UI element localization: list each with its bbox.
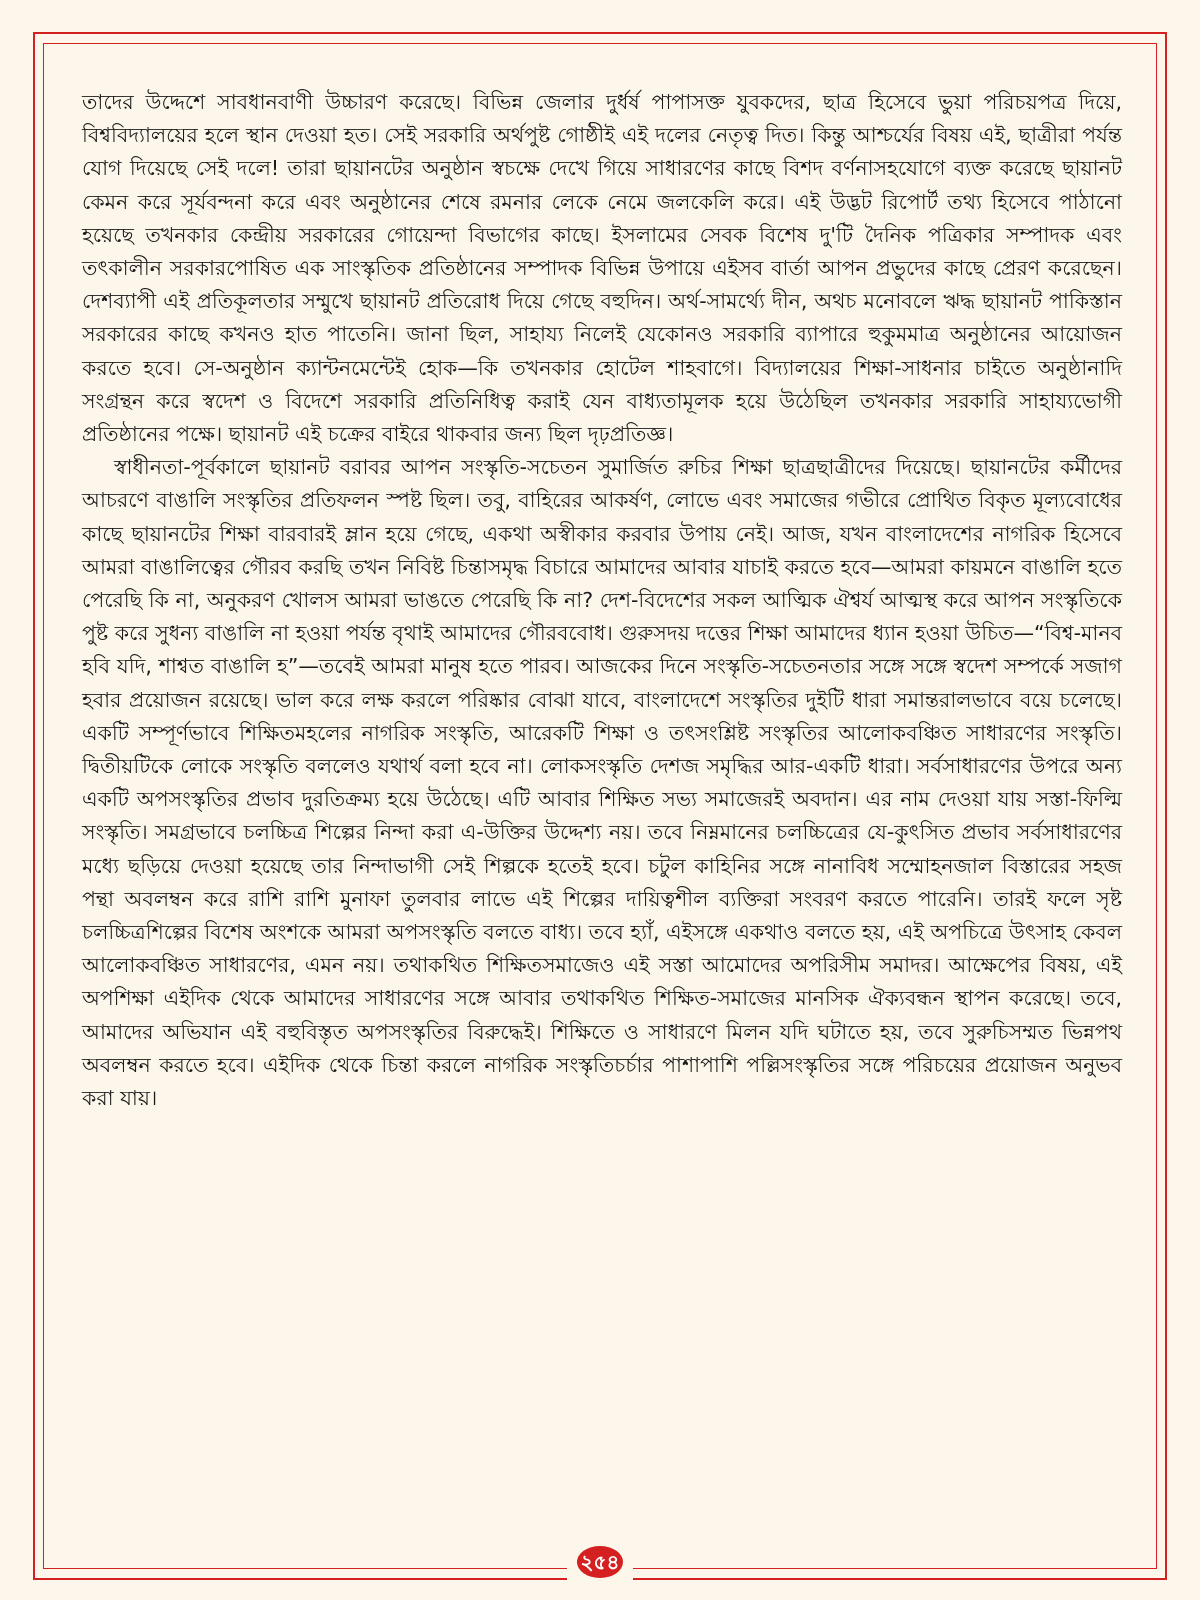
- page-number: ২৫৪: [577, 1546, 623, 1578]
- paragraph-1: তাদের উদ্দেশে সাবধানবাণী উচ্চারণ করেছে। বিভিন্ন জেলার দুর্ধর্ষ পাপাসক্ত যুবকদের, ছাত্র হিসেবে ভুয়া পরিচয়পত্র দিয়ে, বিশ্ববিদ্যালয়ের হলে স্থান দেওয়া হত। সেই সরকারি অর্থপুষ্ট গোষ্ঠীই এই দলের নেতৃত্ব দিত। কিন্তু আশ্চর্যের বিষয় এই, ছাত্রীরা পর্যন্ত যোগ দিয়েছে সেই দলে! তারা ছায়ানটের অনুষ্ঠান স্বচক্ষে দেখে গিয়ে সাধারণের কাছে বিশদ বর্ণনাসহযোগে ব্যক্ত করেছে ছায়ানট কেমন করে সূর্যবন্দনা করে এবং অনুষ্ঠানের শেষে রমনার লেকে নেমে জলকেলি করে। এই উদ্ভট রিপোর্ট তথ্য হিসেবে পাঠানো হয়েছে তখনকার কেন্দ্রীয় সরকারের গোয়েন্দা বিভাগের কাছে। ইসলামের সেবক বিশেষ দু'টি দৈনিক পত্রিকার সম্পাদক এবং তৎকালীন সরকারপোষিত এক সাংস্কৃতিক প্রতিষ্ঠানের সম্পাদক বিভিন্ন উপায়ে এইসব বার্তা আপন প্রভুদের কাছে প্রেরণ করেছেন। দেশব্যাপী এই প্রতিকূলতার সম্মুখে ছায়ানট প্রতিরোধ দিয়ে গেছে বহুদিন। অর্থ-সামর্থ্যে দীন, অথচ মনোবলে ঋদ্ধ ছায়ানট পাকিস্তান সরকারের কাছে কখনও হাত পাতেনি। জানা ছিল, সাহায্য নিলেই যেকোনও সরকারি ব্যাপারে হুকুমমাত্র অনুষ্ঠানের আয়োজন করতে হবে। সে-অনুষ্ঠান ক্যান্টনমেন্টেই হোক—কি তখনকার হোটেল শাহবাগে। বিদ্যালয়ের শিক্ষা-সাধনার চাইতে অনুষ্ঠানাদি সংগ্রন্থন করে স্বদেশ ও বিদেশে সরকারি প্রতিনিধিত্ব করাই যেন বাধ্যতামূলক হয়ে উঠেছিল তখনকার সরকারি সাহায্যভোগী প্রতিষ্ঠানের পক্ষে। ছায়ানট এই চক্রের বাইরে থাকবার জন্য ছিল দৃঢ়প্রতিজ্ঞ।: [82, 90, 1122, 447]
- paragraph-2: স্বাধীনতা-পূর্বকালে ছায়ানট বরাবর আপন সংস্কৃতি-সচেতন সুমার্জিত রুচির শিক্ষা ছাত্রছাত্রীদের দিয়েছে। ছায়ানটের কর্মীদের আচরণে বাঙালি সংস্কৃতির প্রতিফলন স্পষ্ট ছিল। তবু, বাহিরের আকর্ষণ, লোভে এবং সমাজের গভীরে প্রোথিত বিকৃত মূল্যবোধের কাছে ছায়ানটের শিক্ষা বারবারই ম্লান হয়ে গেছে, একথা অস্বীকার করবার উপায় নেই। আজ, যখন বাংলাদেশের নাগরিক হিসেবে আমরা বাঙালিত্বের গৌরব করছি তখন নিবিষ্ট চিন্তাসমৃদ্ধ বিচারে আমাদের আবার যাচাই করতে হবে—আমরা কায়মনে বাঙালি হতে পেরেছি কি না, অনুকরণ খোলস আমরা ভাঙতে পেরেছি কি না? দেশ-বিদেশের সকল আত্মিক ঐশ্বর্য আত্মস্থ করে আপন সংস্কৃতিকে পুষ্ট করে সুধন্য বাঙালি না হওয়া পর্যন্ত বৃথাই আমাদের গৌরববোধ। গুরুসদয় দত্তের শিক্ষা আমাদের ধ্যান হওয়া উচিত—“বিশ্ব-মানব হবি যদি, শাশ্বত বাঙালি হ”—তবেই আমরা মানুষ হতে পারব। আজকের দিনে সংস্কৃতি-সচেতনতার সঙ্গে সঙ্গে স্বদেশ সম্পর্কে সজাগ হবার প্রয়োজন রয়েছে। ভাল করে লক্ষ করলে পরিষ্কার বোঝা যাবে, বাংলাদেশে সংস্কৃতির দুইটি ধারা সমান্তরালভাবে বয়ে চলেছে। একটি সম্পূর্ণভাবে শিক্ষিতমহলের নাগরিক সংস্কৃতি, আরেকটি শিক্ষা ও তৎসংশ্লিষ্ট সংস্কৃতির আলোকবঞ্চিত সাধারণের সংস্কৃতি। দ্বিতীয়টিকে লোকে সংস্কৃতি বললেও যথার্থ বলা হবে না। লোকসংস্কৃতি দেশজ সমৃদ্ধির আর-একটি ধারা। সর্বসাধারণের উপরে অন্য একটি অপসংস্কৃতির প্রভাব দুরতিক্রম্য হয়ে উঠেছে। এটি আবার শিক্ষিত সভ্য সমাজেরই অবদান। এর নাম দেওয়া যায় সস্তা-ফিল্মি সংস্কৃতি। সমগ্রভাবে চলচ্চিত্র শিল্পের নিন্দা করা এ-উক্তির উদ্দেশ্য নয়। তবে নিম্নমানের চলচ্চিত্রের যে-কুৎসিত প্রভাব সর্বসাধারণের মধ্যে ছড়িয়ে দেওয়া হয়েছে তার নিন্দাভাগী সেই শিল্পকে হতেই হবে। চটুল কাহিনির সঙ্গে নানাবিধ সম্মোহনজাল বিস্তারের সহজ পন্থা অবলম্বন করে রাশি রাশি মুনাফা তুলবার লাভে এই শিল্পের দায়িত্বশীল ব্যক্তিরা সংবরণ করতে পারেনি। তারই ফলে সৃষ্ট চলচ্চিত্রশিল্পের বিশেষ অংশকে আমরা অপসংস্কৃতি বলতে বাধ্য। তবে হ্যাঁ, এইসঙ্গে একথাও বলতে হয়, এই অপচিত্রে উৎসাহ কেবল আলোকবঞ্চিত সাধারণের, এমন নয়। তথাকথিত শিক্ষিতসমাজেও এই সস্তা আমোদের অপরিসীম সমাদর। আক্ষেপের বিষয়, এই অপশিক্ষা এইদিক থেকে আমাদের সাধারণের সঙ্গে আবার তথাকথিত শিক্ষিত-সমাজের মানসিক ঐক্যবন্ধন স্থাপন করেছে। তবে, আমাদের অভিযান এই বহুবিস্তৃত অপসংস্কৃতির বিরুদ্ধেই। শিক্ষিতে ও সাধারণে মিলন যদি ঘটাতে হয়, তবে সুরুচিসম্মত ভিন্নপথ অবলম্বন করতে হবে। এইদিক থেকে চিন্তা করলে নাগরিক সংস্কৃতিচর্চার পাশাপাশি পল্লিসংস্কৃতির সঙ্গে পরিচয়ের প্রয়োজন অনুভব করা যায়।: [82, 455, 1123, 1111]
- page-body: [82, 86, 1122, 1115]
